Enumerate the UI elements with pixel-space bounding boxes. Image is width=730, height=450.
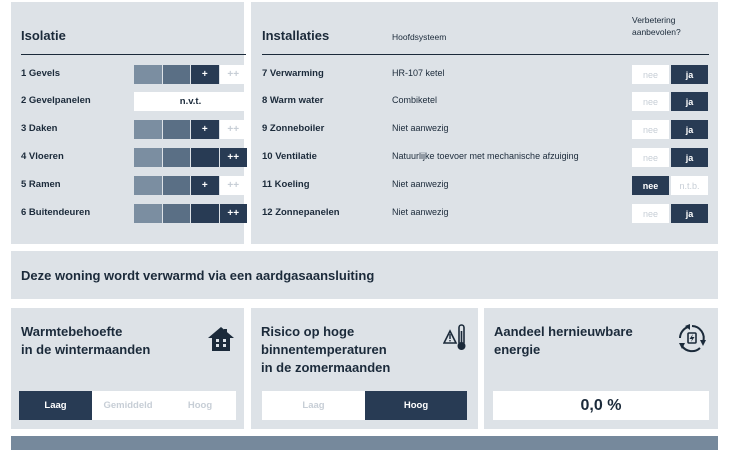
rating-segment: [191, 148, 219, 167]
hernieuwbaar-percentage: 0,0 %: [493, 391, 709, 420]
rating-segment: ++: [220, 120, 248, 139]
installatie-system-value: Natuurlijke toevoer met mechanische afzuiging: [392, 151, 579, 161]
installatie-system-value: Niet aanwezig: [392, 207, 449, 217]
improvement-toggle: [632, 148, 708, 167]
house-icon: [207, 325, 235, 353]
toggle-option-ntb: n.t.b.: [671, 176, 708, 195]
installatie-row-koeling: [262, 176, 709, 195]
installatie-system-value: HR-107 ketel: [392, 68, 445, 78]
warmtebehoefte-title: [21, 323, 150, 359]
footer-bar: [11, 436, 718, 450]
isolatie-row-label: 1 Gevels: [21, 68, 61, 79]
warmtebehoefte-card: [11, 308, 244, 429]
isolatie-row-ramen: [21, 176, 247, 195]
improvement-toggle: [632, 92, 708, 111]
installaties-divider: [262, 54, 709, 55]
rating-segment: [163, 176, 191, 195]
toggle-option-ja: ja: [671, 148, 708, 167]
improvement-toggle: [632, 120, 708, 139]
rating-segment: [134, 120, 162, 139]
isolatie-row-vloeren: [21, 148, 247, 167]
hoofdsysteem-column-header: Hoofdsysteem: [392, 32, 447, 42]
rating-segment: [191, 204, 219, 223]
installatie-row-warm-water: [262, 92, 709, 111]
isolatie-rating-bar: [134, 65, 247, 84]
installatie-row-ventilatie: [262, 148, 709, 167]
thermometer-warning-icon: [443, 323, 469, 353]
isolatie-row-label: 6 Buitendeuren: [21, 207, 91, 218]
rating-segment: ++: [220, 204, 248, 223]
installatie-system-value: Niet aanwezig: [392, 123, 449, 133]
installatie-system-value: Niet aanwezig: [392, 179, 449, 189]
toggle-option-nee: nee: [632, 148, 669, 167]
scale-option-hoog: Hoog: [164, 391, 236, 420]
renewable-cycle-icon: [676, 322, 708, 354]
rating-segment: +: [191, 65, 219, 84]
installaties-panel: [251, 2, 718, 244]
card-title-line: Risico op hoge: [261, 324, 355, 339]
card-title-line: binnentemperaturen: [261, 342, 387, 357]
isolatie-row-gevelpanelen: [21, 92, 247, 111]
toggle-option-nee: nee: [632, 65, 669, 84]
rating-segment: ++: [220, 65, 248, 84]
rating-segment: [134, 148, 162, 167]
installatie-row-label: 11 Koeling: [262, 179, 310, 190]
hernieuwbaar-title: [494, 323, 633, 359]
scale-option-laag: Laag: [19, 391, 92, 420]
isolatie-row-label: 2 Gevelpanelen: [21, 95, 91, 106]
installatie-system-value: Combiketel: [392, 95, 438, 105]
scale-option-hoog: Hoog: [365, 391, 467, 420]
installatie-row-label: 10 Ventilatie: [262, 151, 317, 162]
risico-scale: [262, 391, 467, 420]
installatie-row-zonneboiler: [262, 120, 709, 139]
isolatie-row-daken: [21, 120, 247, 139]
card-title-line: Warmtebehoefte: [21, 324, 123, 339]
toggle-option-ja: ja: [671, 120, 708, 139]
scale-option-laag: Laag: [262, 391, 365, 420]
toggle-option-nee: nee: [632, 92, 669, 111]
isolatie-rating-bar: [134, 176, 247, 195]
rating-segment: +: [191, 120, 219, 139]
card-title-line: energie: [494, 342, 541, 357]
rating-segment: ++: [220, 176, 248, 195]
improvement-toggle: [632, 176, 708, 195]
not-applicable-value: n.v.t.: [134, 92, 247, 111]
rating-segment: [134, 204, 162, 223]
isolatie-rating-bar: [134, 148, 247, 167]
rating-segment: +: [191, 176, 219, 195]
rating-segment: [163, 204, 191, 223]
toggle-option-nee: nee: [632, 204, 669, 223]
toggle-option-ja: ja: [671, 65, 708, 84]
installatie-row-label: 8 Warm water: [262, 95, 324, 106]
installaties-title: Installaties: [262, 28, 330, 43]
toggle-option-nee: nee: [632, 176, 669, 195]
rating-segment: [134, 176, 162, 195]
isolatie-panel: [11, 2, 244, 244]
toggle-option-ja: ja: [671, 204, 708, 223]
isolatie-rating-bar: [134, 204, 247, 223]
card-title-line: Aandeel hernieuwbare: [494, 324, 633, 339]
installatie-row-label: 12 Zonnepanelen: [262, 207, 340, 218]
banner-text: Deze woning wordt verwarmd via een aardgasaansluiting: [21, 268, 375, 283]
toggle-option-nee: nee: [632, 120, 669, 139]
isolatie-row-gevels: [21, 65, 247, 84]
isolatie-row-label: 3 Daken: [21, 123, 58, 134]
scale-option-gemiddeld: Gemiddeld: [92, 391, 164, 420]
isolatie-row-buitendeuren: [21, 204, 247, 223]
heating-banner: [11, 251, 718, 299]
rating-segment: [163, 120, 191, 139]
isolatie-divider: [21, 54, 246, 55]
rating-segment: [134, 65, 162, 84]
risico-title: [261, 323, 390, 377]
card-title-line: in de zomermaanden: [261, 360, 391, 375]
rating-segment: [163, 148, 191, 167]
isolatie-rating-bar: [134, 120, 247, 139]
installatie-row-label: 7 Verwarming: [262, 68, 324, 79]
installatie-row-label: 9 Zonneboiler: [262, 123, 325, 134]
hernieuwbaar-card: [484, 308, 718, 429]
installatie-row-verwarming: [262, 65, 709, 84]
improvement-toggle: [632, 204, 708, 223]
isolatie-title: Isolatie: [21, 28, 66, 43]
card-title-line: in de wintermaanden: [21, 342, 151, 357]
rating-segment: ++: [220, 148, 248, 167]
isolatie-row-label: 4 Vloeren: [21, 151, 64, 162]
improvement-toggle: [632, 65, 708, 84]
risico-card: [251, 308, 478, 429]
toggle-option-ja: ja: [671, 92, 708, 111]
isolatie-row-label: 5 Ramen: [21, 179, 61, 190]
rating-segment: [163, 65, 191, 84]
installatie-row-zonnepanelen: [262, 204, 709, 223]
verbetering-column-header: Verbetering aanbevolen?: [632, 15, 681, 37]
warmtebehoefte-scale: [19, 391, 236, 420]
